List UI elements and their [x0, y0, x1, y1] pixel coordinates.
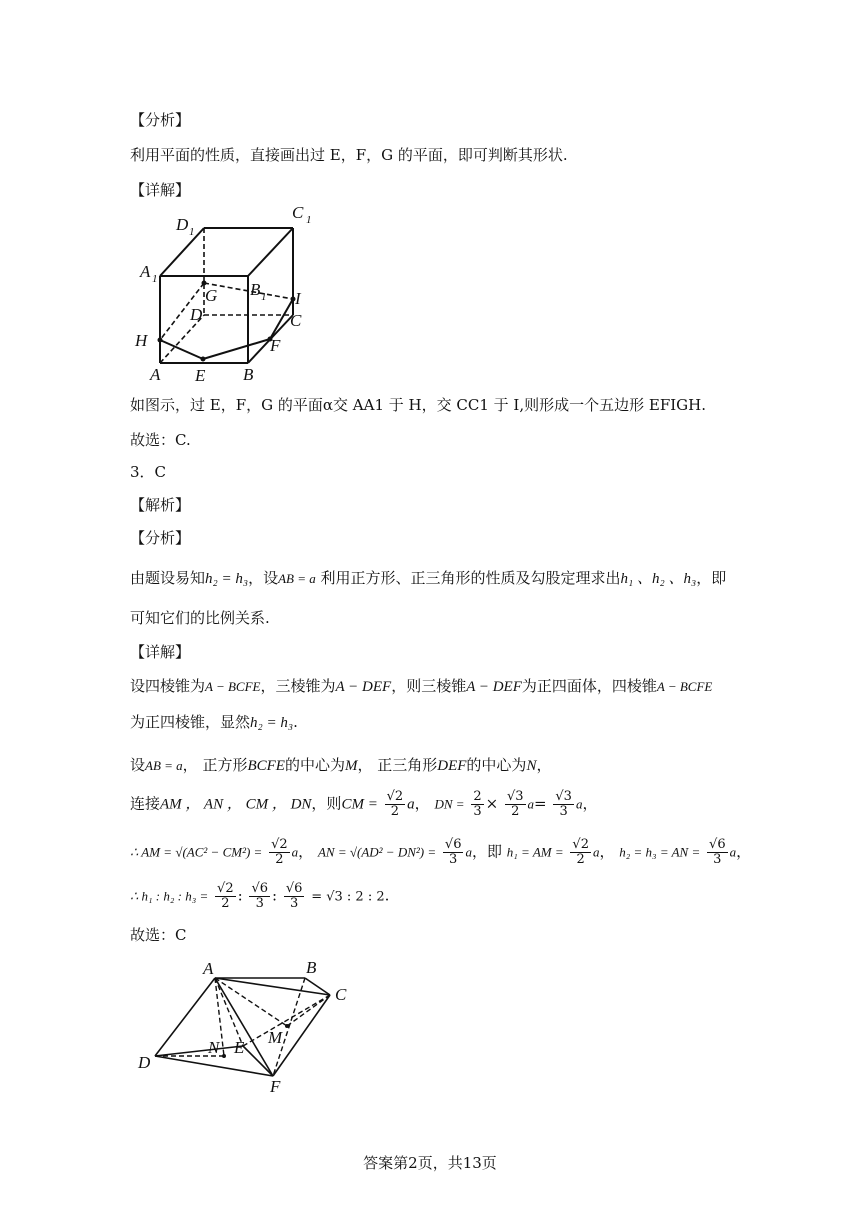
sec1-answer: 故选：C. — [130, 431, 191, 449]
fig2-label-n: N — [208, 1038, 220, 1057]
detail-header: 【详解】 — [130, 181, 191, 199]
label-d1: D — [176, 215, 189, 234]
cube-figure — [130, 205, 330, 385]
detail-line-3: 设AB = a， 正方形BCFE的中心为M， 正三角形DEF的中心为N， — [130, 756, 552, 774]
label-h: H — [135, 331, 148, 350]
fig2-label-a: A — [203, 959, 214, 978]
detail-header-2: 【详解】 — [130, 643, 191, 661]
label-b: B — [243, 365, 254, 384]
pyramid-figure — [130, 958, 370, 1098]
label-d: D — [190, 305, 203, 324]
label-b1: B — [250, 280, 261, 299]
analysis-header: 【分析】 — [130, 111, 191, 129]
label-a: A — [150, 365, 161, 384]
solution-header: 【解析】 — [130, 496, 191, 514]
detail-line-6: ∴ h₁ : h₂ : h₃ = $\frac{√2}{2}$ : $\frac{√6}{3}$ : $\frac{√6}{3}$ = √3 : 2 : 2. — [130, 881, 390, 911]
analysis-line-2: 可知它们的比例关系. — [130, 609, 270, 627]
fig2-label-m: M — [268, 1028, 283, 1047]
fig2-label-e: E — [234, 1038, 245, 1057]
sec2-answer: 故选：C — [130, 926, 187, 944]
label-a1: A — [140, 262, 151, 281]
analysis-line-1: 由题设易知h₂ = h₃，设AB = a 利用正方形、正三角形的性质及勾股定理求出h₁ 、h₂ 、h₃，即 — [130, 569, 727, 587]
question-number: 3．C — [130, 463, 167, 481]
detail-line-1: 设四棱锥为A − BCFE，三棱锥为A − DEF，则三棱锥A − DEF为正四面体，四棱锥A − BCFE — [130, 677, 713, 695]
label-c: C — [290, 311, 302, 330]
page-footer: 答案第2页，共13页 — [363, 1154, 497, 1172]
label-g: G — [205, 286, 218, 305]
fig2-label-c: C — [335, 985, 347, 1004]
fig2-label-d: D — [138, 1053, 151, 1072]
label-b1-sub: 1 — [261, 291, 267, 303]
label-a1-sub: 1 — [152, 273, 158, 285]
label-f: F — [270, 336, 281, 355]
label-c1: C — [292, 205, 304, 222]
label-c1-sub: 1 — [306, 214, 312, 226]
label-d1-sub: 1 — [189, 226, 195, 238]
sec1-conclusion: 如图示，过 E，F，G 的平面α交 AA1 于 H，交 CC1 于 I,则形成一个五边形 EFIGH. — [130, 396, 706, 414]
label-e: E — [195, 366, 206, 385]
detail-line-4: 连接AM ， AN ， CM ， DN，则CM = $\frac{√2}{2}$ a， DN = $\frac{2}{3}$ × $\frac{√3}{2}$ a= $\frac{√3}{3}$ a， — [130, 789, 598, 819]
analysis-header-2: 【分析】 — [130, 529, 191, 547]
detail-line-2: 为正四棱锥，显然h₂ = h₃. — [130, 713, 298, 731]
label-i: I — [295, 289, 301, 308]
analysis-text: 利用平面的性质，直接画出过 E，F，G 的平面，即可判断其形状. — [130, 146, 568, 164]
fig2-label-b: B — [306, 958, 317, 977]
detail-line-5: ∴ AM = √(AC² − CM²) = $\frac{√2}{2}$ a， AN = √(AD² − DN²) = $\frac{√6}{3}$ a，即 h₁ = AM = $\frac{√2}{2}$ a， h₂ = h₃ = AN = $\frac{√6}{3}$ a， — [130, 837, 752, 867]
fig2-label-f: F — [270, 1077, 281, 1096]
